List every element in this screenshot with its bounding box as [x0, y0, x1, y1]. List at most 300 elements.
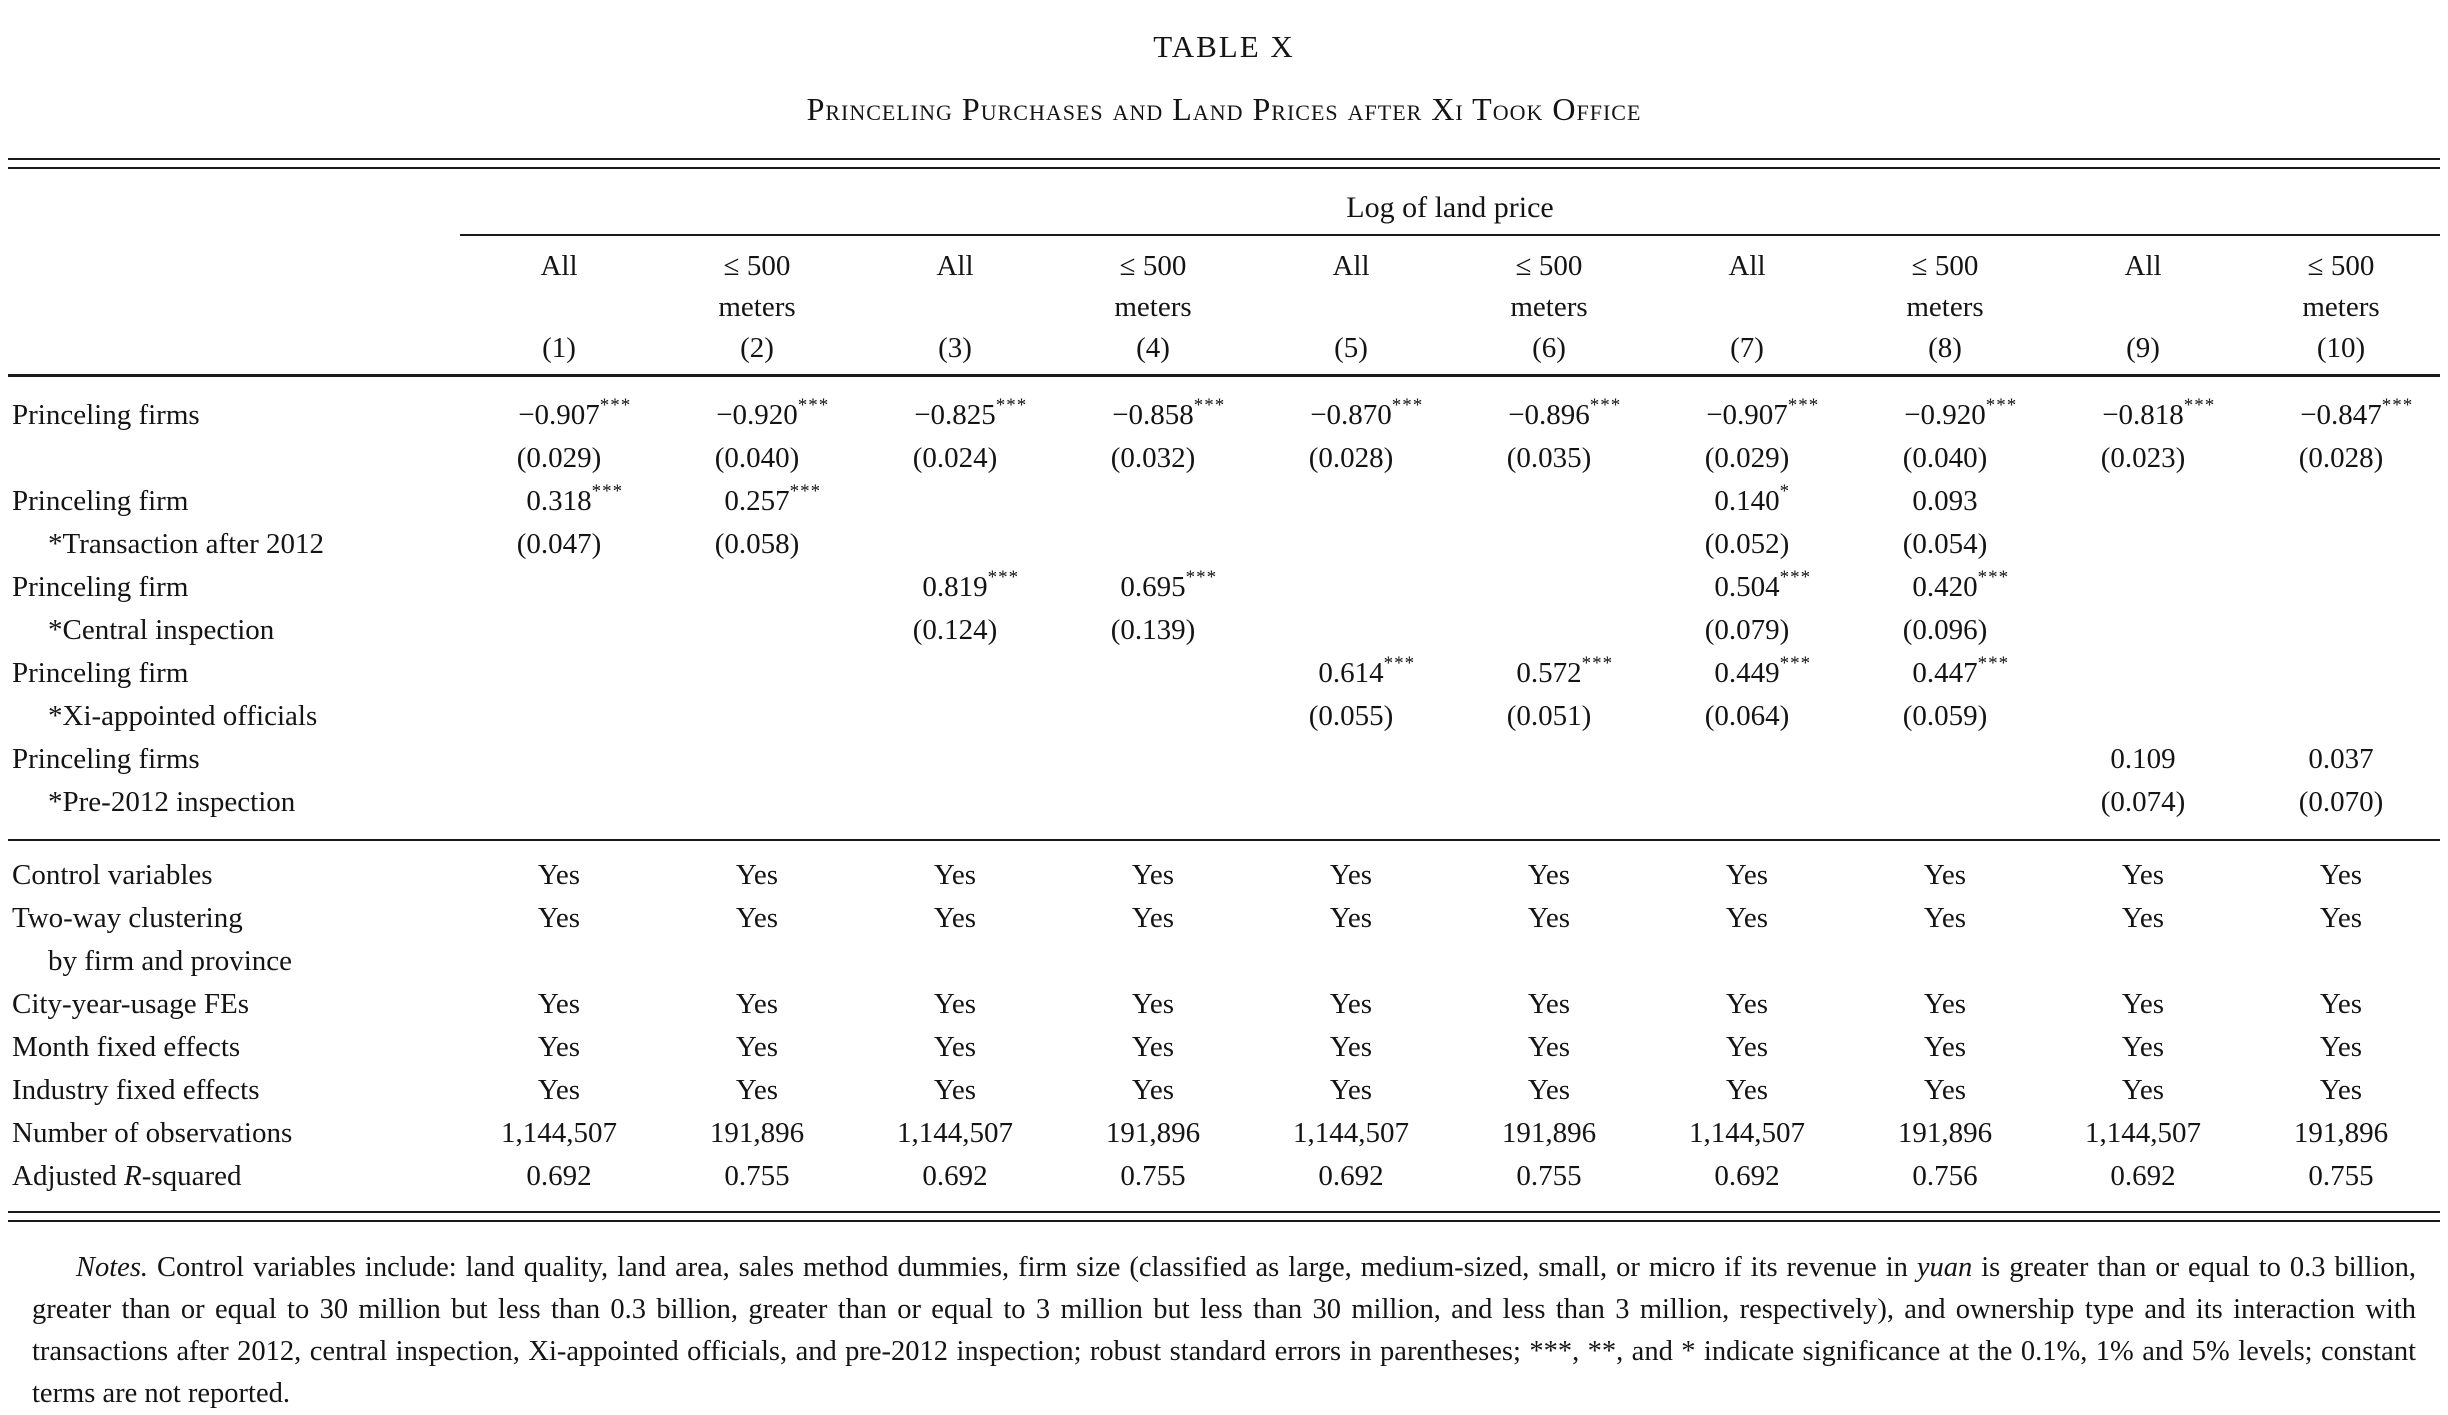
coef-cell [1450, 566, 1648, 609]
coef-se-row [8, 695, 2440, 738]
summary-value: 1,144,507 [1689, 1117, 1805, 1149]
std-error: (0.029) [1704, 442, 1790, 474]
coef-value: 0.449 [1714, 657, 1780, 689]
significance-stars: *** [1977, 653, 2010, 674]
coef-value: 0.420 [1912, 571, 1978, 603]
se-cell [856, 695, 1054, 738]
column-number: (9) [2126, 332, 2160, 364]
coef-row [8, 652, 2440, 695]
summary-row [8, 983, 2440, 1026]
summary-value: Yes [1329, 902, 1373, 934]
row-sublabel: *Pre-2012 inspection [48, 786, 296, 818]
summary-empty [460, 940, 2440, 983]
column-header-row [8, 235, 2440, 369]
summary-label [8, 1112, 460, 1155]
se-cell [1648, 523, 1846, 566]
summary-value: Yes [735, 1074, 779, 1106]
coef-value: 0.037 [2308, 743, 2374, 775]
significance-stars: *** [1779, 653, 1812, 674]
header-rule-line [8, 374, 2440, 377]
summary-value: Yes [537, 859, 581, 891]
significance-stars: *** [1581, 653, 1614, 674]
summary-label [8, 983, 460, 1026]
std-error: (0.055) [1308, 700, 1394, 732]
summary-value: 191,896 [1897, 1117, 1993, 1149]
se-cell [2044, 609, 2242, 652]
summary-label-part: -squared [141, 1160, 242, 1192]
coef-cell [1846, 566, 2044, 609]
coef-estimate [1112, 394, 1226, 437]
se-cell [1252, 523, 1450, 566]
coef-cell [1450, 480, 1648, 523]
notes-segment: yuan [1916, 1252, 1973, 1283]
coef-cell [2044, 652, 2242, 695]
coef-value: −0.920 [716, 399, 798, 431]
summary-value: Yes [1329, 988, 1373, 1020]
summary-value: Yes [2319, 859, 2363, 891]
bottom-double-rule-line [8, 1211, 2440, 1222]
column-sample-label-line2: meters [2302, 291, 2380, 323]
column-sample-label-line2 [856, 287, 1054, 328]
significance-stars: *** [2381, 395, 2414, 416]
coef-estimate [1120, 566, 1218, 609]
coef-value: 0.093 [1912, 485, 1978, 517]
std-error: (0.054) [1902, 528, 1988, 560]
summary-value: 0.755 [724, 1160, 790, 1192]
summary-value: Yes [1923, 988, 1967, 1020]
bottom-double-rule [8, 1206, 2440, 1227]
column-sample-label-line2 [460, 287, 658, 328]
se-cell [2242, 523, 2440, 566]
se-cell [1648, 781, 1846, 834]
std-error: (0.052) [1704, 528, 1790, 560]
summary-value: Yes [1329, 1031, 1373, 1063]
coef-value: −0.825 [914, 399, 996, 431]
std-error: (0.059) [1902, 700, 1988, 732]
coef-value: 0.504 [1714, 571, 1780, 603]
table-title-block [8, 30, 2440, 127]
coef-cell [1648, 480, 1846, 523]
coef-cell [1648, 382, 1846, 437]
significance-stars: *** [1779, 567, 1812, 588]
coef-estimate [2300, 394, 2414, 437]
coef-cell [1648, 652, 1846, 695]
summary-value: Yes [1725, 859, 1769, 891]
row-sublabel: *Central inspection [48, 614, 275, 646]
coef-cell [856, 566, 1054, 609]
se-cell [460, 609, 658, 652]
header-rule [8, 369, 2440, 382]
summary-value: Yes [2319, 1031, 2363, 1063]
summary-row [8, 1112, 2440, 1155]
row-label: Princeling firm [12, 571, 189, 603]
se-cell [658, 523, 856, 566]
coef-cell [2242, 566, 2440, 609]
coef-estimate [922, 566, 1020, 609]
summary-value: Yes [2319, 1074, 2363, 1106]
summary-value: Yes [1725, 988, 1769, 1020]
se-cell [1846, 781, 2044, 834]
coef-value: 0.614 [1318, 657, 1384, 689]
se-cell [2242, 609, 2440, 652]
top-double-rule [8, 153, 2440, 174]
summary-value: Yes [1329, 859, 1373, 891]
section-rule-line [8, 839, 2440, 841]
section-rule-cell [8, 834, 2440, 846]
column-number: (2) [740, 332, 774, 364]
column-header-spacer [8, 235, 460, 369]
se-cell [460, 523, 658, 566]
column-number: (5) [1334, 332, 1368, 364]
summary-value: 1,144,507 [2085, 1117, 2201, 1149]
coef-cell [2242, 738, 2440, 781]
se-cell [856, 437, 1054, 480]
coef-cell [1252, 382, 1450, 437]
coef-cell [2044, 382, 2242, 437]
se-cell [1054, 437, 1252, 480]
significance-stars: *** [1383, 653, 1416, 674]
coef-cell [856, 480, 1054, 523]
coef-cell [1648, 738, 1846, 781]
std-error: (0.032) [1110, 442, 1196, 474]
summary-label-part: Number of observations [12, 1117, 293, 1149]
coef-estimate [1318, 652, 1416, 695]
coef-value: −0.896 [1508, 399, 1590, 431]
summary-label-part: City-year-usage FEs [12, 988, 249, 1020]
coef-cell [1450, 738, 1648, 781]
std-error: (0.124) [912, 614, 998, 646]
top-double-rule-line [8, 158, 2440, 169]
coef-cell [2242, 480, 2440, 523]
summary-row [8, 1069, 2440, 1112]
column-sample-label-line2: meters [718, 291, 796, 323]
summary-value: 1,144,507 [501, 1117, 617, 1149]
bottom-double-rule-cell [8, 1206, 2440, 1227]
row-sublabel [8, 437, 460, 480]
std-error: (0.058) [714, 528, 800, 560]
coef-cell [1450, 652, 1648, 695]
coef-cell [1846, 382, 2044, 437]
summary-value: Yes [1923, 1074, 1967, 1106]
coef-value: 0.695 [1120, 571, 1186, 603]
coef-cell [658, 382, 856, 437]
summary-value: Yes [2121, 988, 2165, 1020]
coef-cell [658, 738, 856, 781]
coef-cell [1054, 738, 1252, 781]
column-header [1054, 235, 1252, 369]
std-error: (0.040) [1902, 442, 1988, 474]
summary-value: Yes [1527, 1074, 1571, 1106]
column-sample-label: ≤ 500 [723, 250, 791, 282]
column-header [856, 235, 1054, 369]
coef-value: −0.920 [1904, 399, 1986, 431]
significance-stars: *** [1391, 395, 1424, 416]
row-label: Princeling firm [12, 657, 189, 689]
summary-value: Yes [1131, 902, 1175, 934]
coef-cell [1252, 652, 1450, 695]
notes-segment: is greater than or equal to 0.3 billion, greater than or equal to 30 million but less than 0.3 billion, greater than or equal to 3 million but less than 30 million, and less than 3 million, respectively), and ownership type and its interaction with transactions after 2012, central inspection, Xi-appointed officials, and pre-2012 inspection; robust standard errors in parentheses; ***, **, and * indicate significance at the 0.1%, 1% and 5% levels; constant terms are not reported. [32, 1252, 2416, 1409]
column-number: (10) [2316, 332, 2366, 364]
summary-value: Yes [2121, 1074, 2165, 1106]
coef-value: −0.870 [1310, 399, 1392, 431]
significance-stars: *** [995, 395, 1028, 416]
summary-value: Yes [2121, 902, 2165, 934]
se-cell [1846, 523, 2044, 566]
coef-value: 0.257 [724, 485, 790, 517]
coef-cell [2242, 652, 2440, 695]
coef-se-row [8, 437, 2440, 480]
std-error: (0.074) [2100, 786, 2186, 818]
se-cell [2044, 695, 2242, 738]
coef-cell [1252, 566, 1450, 609]
column-header [1450, 235, 1648, 369]
se-cell [1846, 437, 2044, 480]
coef-cell [1252, 738, 1450, 781]
summary-value: Yes [933, 859, 977, 891]
summary-row [8, 1155, 2440, 1206]
summary-value: 1,144,507 [1293, 1117, 1409, 1149]
coef-cell [856, 738, 1054, 781]
coef-cell [1846, 652, 2044, 695]
summary-value: 191,896 [709, 1117, 805, 1149]
column-sample-label: ≤ 500 [1119, 250, 1187, 282]
column-group-header: Log of land price [460, 174, 2440, 235]
std-error: (0.035) [1506, 442, 1592, 474]
summary-label-part: Control variables [12, 859, 213, 891]
coef-estimate [2110, 738, 2175, 781]
summary-value: 0.692 [2110, 1160, 2176, 1192]
summary-value: Yes [735, 1031, 779, 1063]
coef-cell [460, 566, 658, 609]
coef-estimate [1912, 566, 2010, 609]
coef-row [8, 382, 2440, 437]
coef-cell [460, 382, 658, 437]
header-rule-cell [8, 369, 2440, 382]
summary-value: 0.692 [1714, 1160, 1780, 1192]
std-error: (0.028) [1308, 442, 1394, 474]
column-header [2242, 235, 2440, 369]
coef-estimate [1714, 480, 1791, 523]
spanner-spacer [8, 174, 460, 235]
se-cell [2044, 781, 2242, 834]
se-cell [460, 437, 658, 480]
se-cell [1252, 695, 1450, 738]
summary-value: Yes [1527, 902, 1571, 934]
coef-value: 0.447 [1912, 657, 1978, 689]
summary-value: Yes [2319, 902, 2363, 934]
coef-cell [2044, 566, 2242, 609]
coef-se-row [8, 609, 2440, 652]
summary-label [8, 846, 460, 897]
std-error: (0.079) [1704, 614, 1790, 646]
coef-cell [2242, 382, 2440, 437]
coef-cell [1450, 382, 1648, 437]
std-error: (0.051) [1506, 700, 1592, 732]
coef-value: 0.819 [922, 571, 988, 603]
column-sample-label: All [540, 250, 578, 282]
summary-value: Yes [2121, 1031, 2165, 1063]
coef-estimate [1516, 652, 1614, 695]
column-number: (1) [542, 332, 576, 364]
coef-cell [1054, 566, 1252, 609]
summary-label [8, 1069, 460, 1112]
significance-stars: *** [1977, 567, 2010, 588]
summary-value: 0.755 [1120, 1160, 1186, 1192]
summary-label-part: Month fixed effects [12, 1031, 241, 1063]
std-error: (0.139) [1110, 614, 1196, 646]
regression-table [8, 153, 2440, 1227]
summary-label-part: R [123, 1160, 142, 1192]
coef-value: 0.140 [1714, 485, 1780, 517]
summary-value: Yes [735, 902, 779, 934]
summary-value: 191,896 [1105, 1117, 1201, 1149]
summary-value: Yes [1923, 902, 1967, 934]
coef-value: −0.858 [1112, 399, 1194, 431]
coef-cell [658, 652, 856, 695]
significance-stars: *** [1787, 395, 1820, 416]
table-notes [32, 1247, 2416, 1415]
summary-label-part: Adjusted [12, 1160, 124, 1192]
se-cell [2242, 695, 2440, 738]
coef-value: 0.572 [1516, 657, 1582, 689]
se-cell [1648, 695, 1846, 738]
column-header [460, 235, 658, 369]
coef-cell [658, 566, 856, 609]
column-number: (7) [1730, 332, 1764, 364]
summary-value: Yes [1923, 1031, 1967, 1063]
se-cell [2242, 437, 2440, 480]
significance-stars: *** [987, 567, 1020, 588]
column-number: (6) [1532, 332, 1566, 364]
coef-estimate [1912, 480, 1977, 523]
coef-estimate [1714, 566, 1812, 609]
std-error: (0.064) [1704, 700, 1790, 732]
column-sample-label-line2 [2044, 287, 2242, 328]
summary-value: Yes [735, 988, 779, 1020]
summary-value: Yes [1131, 859, 1175, 891]
se-cell [1450, 695, 1648, 738]
summary-value: 0.756 [1912, 1160, 1978, 1192]
significance-stars: *** [599, 395, 632, 416]
summary-value: Yes [933, 1031, 977, 1063]
column-header [2044, 235, 2242, 369]
coef-cell [856, 652, 1054, 695]
coef-cell [1846, 480, 2044, 523]
significance-stars: *** [1193, 395, 1226, 416]
coef-value: 0.318 [526, 485, 592, 517]
summary-value: Yes [2121, 859, 2165, 891]
coef-cell [1648, 566, 1846, 609]
se-cell [1252, 781, 1450, 834]
coef-estimate [1714, 652, 1812, 695]
column-sample-label: ≤ 500 [2307, 250, 2375, 282]
se-cell [1054, 781, 1252, 834]
coef-estimate [518, 394, 632, 437]
spanner-row [8, 174, 2440, 235]
coef-cell [1252, 480, 1450, 523]
se-cell [2044, 523, 2242, 566]
se-cell [1648, 609, 1846, 652]
summary-value: Yes [933, 902, 977, 934]
summary-label-part: Two-way clustering [12, 902, 243, 934]
std-error: (0.070) [2298, 786, 2384, 818]
summary-sublabel: by firm and province [48, 945, 293, 977]
summary-value: Yes [537, 988, 581, 1020]
top-double-rule-cell [8, 153, 2440, 174]
coef-value: −0.907 [518, 399, 600, 431]
column-sample-label: All [1728, 250, 1766, 282]
se-cell [856, 781, 1054, 834]
summary-value: Yes [735, 859, 779, 891]
column-header [1648, 235, 1846, 369]
summary-value: Yes [1725, 1074, 1769, 1106]
significance-stars: *** [591, 481, 624, 502]
coef-cell [1054, 652, 1252, 695]
coef-estimate [526, 480, 624, 523]
std-error: (0.047) [516, 528, 602, 560]
coef-estimate [1508, 394, 1622, 437]
se-cell [658, 437, 856, 480]
coef-cell [460, 480, 658, 523]
se-cell [658, 609, 856, 652]
summary-value: 191,896 [1501, 1117, 1597, 1149]
coef-se-row [8, 523, 2440, 566]
coef-value: −0.907 [1706, 399, 1788, 431]
summary-row [8, 897, 2440, 940]
column-sample-label: ≤ 500 [1515, 250, 1583, 282]
significance-stars: *** [1185, 567, 1218, 588]
column-sample-label-line2: meters [1510, 291, 1588, 323]
column-sample-label: All [2124, 250, 2162, 282]
coef-row [8, 480, 2440, 523]
se-cell [658, 695, 856, 738]
significance-stars: *** [789, 481, 822, 502]
significance-stars: *** [2183, 395, 2216, 416]
significance-stars: *** [797, 395, 830, 416]
se-cell [460, 695, 658, 738]
row-label: Princeling firm [12, 485, 189, 517]
summary-value: Yes [933, 988, 977, 1020]
column-number: (8) [1928, 332, 1962, 364]
summary-value: Yes [1527, 1031, 1571, 1063]
coef-cell [1846, 738, 2044, 781]
summary-value: 0.692 [922, 1160, 988, 1192]
se-cell [1846, 609, 2044, 652]
summary-label-part: Industry fixed effects [12, 1074, 260, 1106]
coef-cell [658, 480, 856, 523]
coef-estimate [1904, 394, 2018, 437]
coef-estimate [1912, 652, 2010, 695]
summary-row [8, 1026, 2440, 1069]
se-cell [1252, 437, 1450, 480]
summary-value: Yes [1131, 1074, 1175, 1106]
se-cell [1054, 523, 1252, 566]
se-cell [1054, 609, 1252, 652]
summary-value: 0.755 [1516, 1160, 1582, 1192]
column-number: (3) [938, 332, 972, 364]
summary-value: 0.692 [526, 1160, 592, 1192]
notes-segment: Notes. [76, 1252, 149, 1283]
coef-estimate [2102, 394, 2216, 437]
se-cell [1450, 523, 1648, 566]
summary-label [8, 897, 460, 940]
summary-value: Yes [537, 1074, 581, 1106]
coef-row [8, 738, 2440, 781]
summary-value: Yes [537, 902, 581, 934]
se-cell [1252, 609, 1450, 652]
column-sample-label-line2: meters [1906, 291, 1984, 323]
column-sample-label-line2 [1648, 287, 1846, 328]
